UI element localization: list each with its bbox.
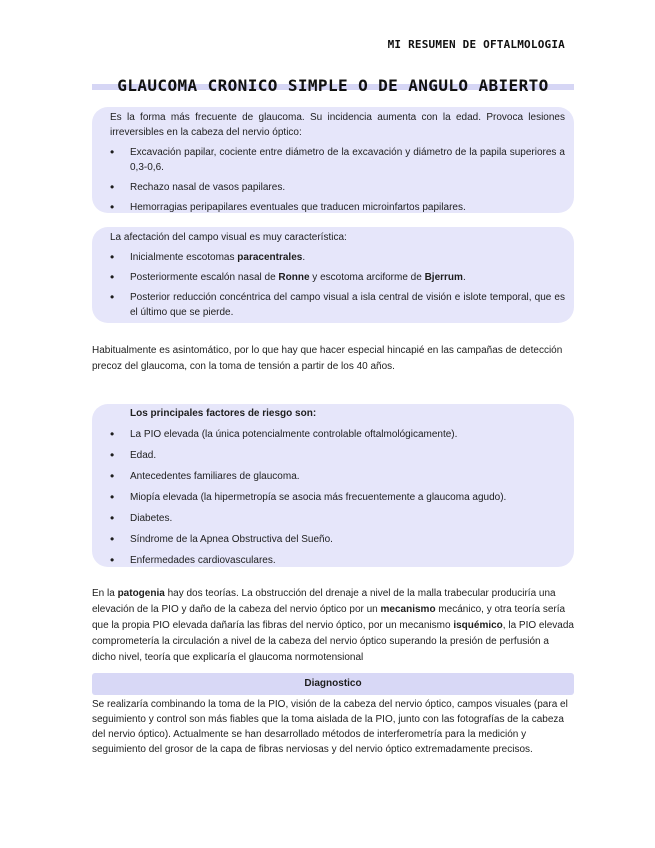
keyword: mecanismo <box>380 604 436 615</box>
text-run: hay dos teorías. La obstrucción del drenaje a nivel de la malla trabecular produciría una elevación de la PIO y daño de la cabeza del nervio óptico por un <box>92 588 556 615</box>
text-run: , la PIO elevada comprometería la circulación a nivel de la cabeza del nervio óptico superando la presión de perfusión a dicho nivel, teoría que explicaría el glaucoma normotensional <box>92 620 574 663</box>
keyword: patogenia <box>117 588 165 599</box>
diagnosis-paragraph: Se realizaría combinando la toma de la PIO, visión de la cabeza del nervio óptico, campos visuales (para el seguimiento y control son más fiables que la toma aislada de la PIO, junto con las fotografías de la cabeza del nervio óptico). Actualmente se han desarrollado métodos de interferometría para la medición y seguimiento del grosor de la capa de fibras nerviosas y del nervio óptico extremadamente precisos. <box>92 699 568 755</box>
list-item: • Posterior reducción concéntrica del campo visual a isla central de visión e islote temporal, que es el último que se pierde. <box>110 290 565 320</box>
keyword: Ronne <box>278 272 310 283</box>
list-item: • Excavación papilar, cociente entre diámetro de la excavación y diámetro de la papila superiores a 0,3-0,6. <box>110 145 565 175</box>
list-item: • Miopía elevada (la hipermetropía se asocia más frecuentemente a glaucoma agudo). <box>110 490 565 505</box>
item-text: y escotoma arciforme de <box>309 272 425 283</box>
diagnosis-heading: Diagnostico <box>92 673 574 695</box>
lesions-intro: Es la forma más frecuente de glaucoma. Su incidencia aumenta con la edad. Provoca lesiones irreversibles en la cabeza del nervio óptico: <box>110 112 565 138</box>
list-item <box>110 250 565 265</box>
risk-factors-list <box>110 427 565 568</box>
pathogenesis-paragraph <box>92 586 574 666</box>
keyword: Bjerrum <box>424 272 463 283</box>
list-item: • Rechazo nasal de vasos papilares. <box>110 180 565 195</box>
lesions-list <box>110 145 565 215</box>
lesions-box <box>92 107 574 213</box>
page-title: GLAUCOMA CRONICO SIMPLE O DE ANGULO ABIERTO <box>117 76 549 95</box>
list-item <box>110 270 565 285</box>
visual-field-box <box>92 227 574 323</box>
text-run: En la <box>92 588 118 599</box>
list-item: • Diabetes. <box>110 511 565 526</box>
visual-field-list <box>110 250 565 320</box>
list-item: • Enfermedades cardiovasculares. <box>110 553 565 568</box>
item-text: . <box>462 272 466 283</box>
visual-field-intro: La afectación del campo visual es muy característica: <box>110 232 347 243</box>
keyword: isquémico <box>453 620 503 631</box>
book-header: MI RESUMEN DE OFTALMOLOGIA <box>387 38 565 51</box>
list-item: • La PIO elevada (la única potencialmente controlable oftalmológicamente). <box>110 427 565 442</box>
item-text: Inicialmente escotomas <box>130 252 238 263</box>
list-item: • Síndrome de la Apnea Obstructiva del Sueño. <box>110 532 565 547</box>
list-item: • Edad. <box>110 448 565 463</box>
risk-factors-box <box>92 404 574 567</box>
item-text: Posteriormente escalón nasal de <box>130 272 279 283</box>
asymptomatic-paragraph: Habitualmente es asintomático, por lo que hay que hacer especial hincapié en las campañas de detección precoz del glaucoma, con la toma de tensión a partir de los 40 años. <box>92 345 563 372</box>
keyword: paracentrales <box>237 252 303 263</box>
list-item: • Hemorragias peripapilares eventuales que traducen microinfartos papilares. <box>110 200 565 215</box>
item-text: . <box>302 252 306 263</box>
text-run: mecánico, y otra teoría sería que la propia PIO elevada dañaría las fibras del nervio óptico, por un mecanismo <box>92 604 566 631</box>
list-item: • Antecedentes familiares de glaucoma. <box>110 469 565 484</box>
risk-factors-heading: Los principales factores de riesgo son: <box>130 408 317 419</box>
